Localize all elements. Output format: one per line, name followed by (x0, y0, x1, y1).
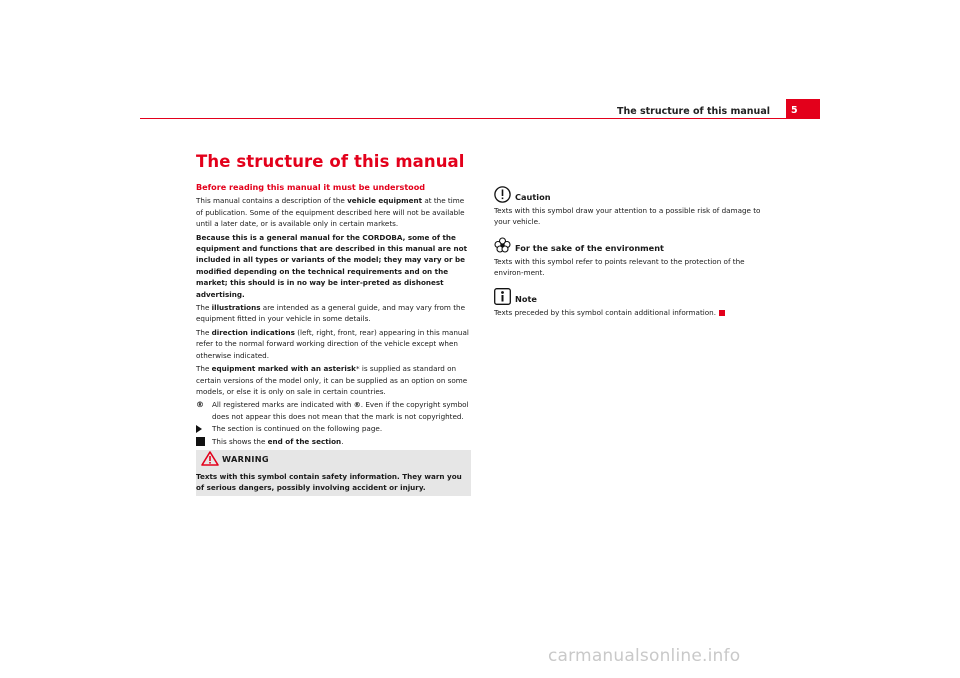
page-number: 5 (791, 105, 798, 116)
environment-header (494, 236, 774, 254)
environment-notice (494, 236, 774, 279)
paragraph-illustrations: The illustrations are intended as a general guide, and may vary from the equipment fitted in your vehicle in some details. (196, 303, 465, 324)
warning-text: Texts with this symbol contain safety information. They warn you of serious dangers, possibly involving accident or injury. (196, 472, 462, 493)
registered-mark-icon: ® (196, 400, 204, 410)
warning-header (196, 450, 471, 466)
end-of-section-icon (196, 437, 205, 446)
end-of-section-icon (719, 310, 725, 316)
paragraph-general-manual: Because this is a general manual for the CORDOBA, some of the equipment and functions that are described in this manual are not included in all types or variants of the model; they may vary or be modified depending on the technical requirements and on the market; this should is in no way be inter-preted as dishonest advertising. (196, 232, 468, 299)
page-header (0, 0, 960, 120)
list-item-text: All registered marks are indicated with ®. Even if the copyright symbol does not appear this does not mean that the mark is not copyrighted. (212, 400, 469, 421)
list-item-continued (196, 423, 471, 434)
note-notice (494, 287, 774, 318)
warning-box (196, 450, 471, 496)
note-header (494, 287, 774, 305)
warning-triangle-icon (201, 451, 219, 470)
running-header-title: The structure of this manual (616, 106, 770, 117)
caution-exclamation-icon (494, 186, 511, 203)
environment-title: For the sake of the environment (515, 242, 664, 253)
header-rule (140, 118, 820, 119)
right-column (494, 185, 774, 326)
note-text-line: Texts preceded by this symbol contain additional information. (494, 307, 774, 318)
paragraph-asterisk: The equipment marked with an asterisk* is supplied as standard on certain versions of the model only, it can be supplied as an option on some models, or else it is only on sale in certain countries. (196, 364, 468, 396)
environment-text: Texts with this symbol refer to points relevant to the protection of the environ-ment. (494, 256, 745, 278)
caution-notice (494, 185, 774, 228)
environment-flower-icon (494, 237, 511, 254)
watermark: carmanualsonline.info (548, 646, 741, 666)
caution-text: Texts with this symbol draw your attention to a possible risk of damage to your vehicle. (494, 206, 761, 227)
paragraph-direction-indications: The direction indications (left, right, front, rear) appearing in this manual refer to the normal forward working direction of the vehicle except when otherwise indicated. (196, 327, 469, 360)
list-item-registered-marks (196, 399, 471, 422)
caution-header (494, 185, 774, 203)
paragraph-vehicle-equipment: This manual contains a description of the vehicle equipment at the time of publication. Some of the equipment described here will not be available until a later date, or is available only in certain markets. (196, 196, 465, 229)
list-item-end-of-section (196, 436, 471, 447)
continue-arrow-icon (196, 425, 202, 433)
left-column (196, 182, 471, 448)
note-title: Note (515, 293, 537, 304)
warning-title: WARNING (222, 454, 269, 464)
list-item-text: The section is continued on the following page. (212, 424, 383, 434)
caution-title: Caution (515, 192, 551, 202)
note-info-icon (494, 288, 511, 305)
page-title: The structure of this manual (196, 152, 465, 171)
list-item-text: This shows the end of the section. (212, 436, 344, 446)
section-subheading: Before reading this manual it must be understood (196, 182, 426, 192)
